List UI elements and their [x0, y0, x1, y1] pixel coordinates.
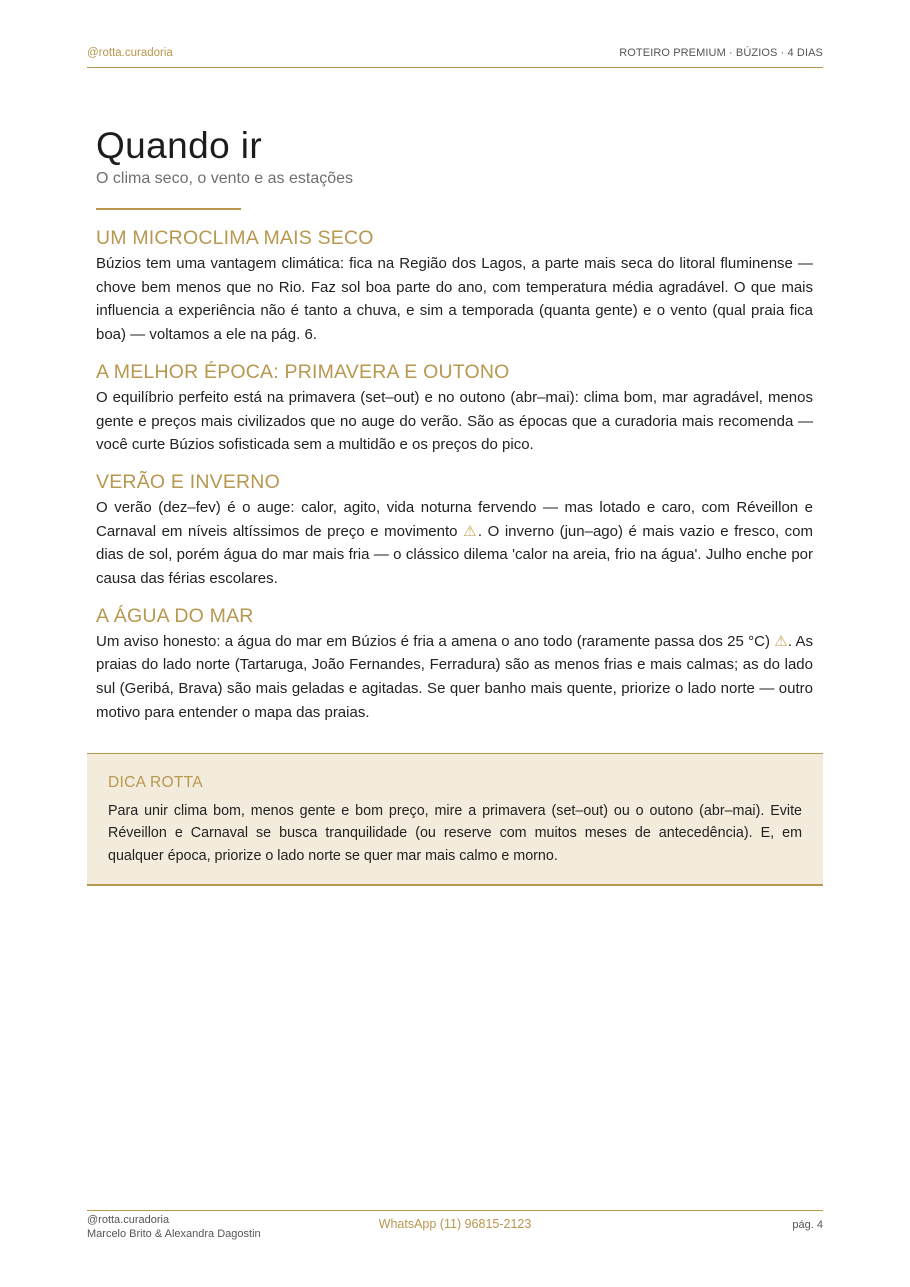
section-body-part: O verão (dez–fev) é o auge: calor, agito, vida noturna fervendo — mas lotado e caro, com Réveillon e Carnaval em níveis altíssimos de preço e movimento [96, 498, 813, 540]
tip-body: Para unir clima bom, menos gente e bom preço, mire a primavera (set–out) ou o outono (abr–mai). Evite Réveillon e Carnaval se busca tranquilidade (ou reserve com muitos meses de antecedência). E, em qualquer época, priorize o lado norte se quer mar mais calmo e morno. [108, 803, 802, 864]
section-microclimate [96, 225, 813, 347]
section-sea-water [96, 603, 813, 725]
page-number: pág. 4 [792, 1219, 823, 1231]
section-body-part: Um aviso honesto: a água do mar em Búzios é fria a amena o ano todo (raramente passa dos 25 °C) [96, 632, 775, 650]
section-heading: UM MICROCLIMA MAIS SECO [96, 227, 374, 249]
section-heading: VERÃO E INVERNO [96, 470, 280, 493]
running-header [87, 46, 823, 68]
tip-box [87, 753, 823, 886]
section-body: O equilíbrio perfeito está na primavera (set–out) e no outono (abr–mai): clima bom, mar agradável, menos gente e preços mais civilizados que no auge do verão. São as épocas que a curadoria mais recomenda — você curte Búzios sofisticada sem a multidão e os preços do pico. [96, 388, 813, 454]
section-body-part: . As praias do lado norte (Tartaruga, João Fernandes, Ferradura) são as menos frias e mais calmas; as do lado sul (Geribá, Brava) são mais geladas e agitadas. Se quer banho mais quente, priorize o lado norte — outro motivo para entender o mapa das praias. [96, 632, 814, 721]
footer-whatsapp-contact: WhatsApp (11) 96815-2123 [378, 1217, 532, 1231]
page-title: Quando ir [96, 125, 263, 166]
footer-handle: @rotta.curadoria [87, 1214, 170, 1226]
page-footer [87, 1210, 823, 1244]
header-document-label: ROTEIRO PREMIUM · BÚZIOS · 4 DIAS [619, 47, 823, 59]
section-body [96, 630, 813, 725]
section-body: Búzios tem uma vantagem climática: fica na Região dos Lagos, a parte mais seca do litoral fluminense — chove bem menos que no Rio. Faz sol boa parte do ano, com temperatura média agradável. O que mais influencia a experiência não é tanto a chuva, e sim a temporada (quanta gente) e o vento (qual praia fica boa) — voltamos a ele na pág. 6. [96, 255, 813, 344]
warning-icon: ⚠ [463, 522, 478, 540]
tip-title: DICA ROTTA [108, 774, 203, 791]
section-body-part: . O inverno (jun–ago) é mais vazio e fresco, com dias de sol, porém água do mar mais fria — o clássico dilema 'calor na areia, frio na água'. Julho enche por causa das férias escolares. [96, 522, 814, 588]
section-heading: A ÁGUA DO MAR [96, 604, 254, 627]
footer-authors: Marcelo Brito & Alexandra Dagostin [87, 1228, 261, 1240]
section-body [96, 496, 813, 591]
section-heading: A MELHOR ÉPOCA: PRIMAVERA E OUTONO [96, 360, 510, 383]
section-summer-winter [96, 469, 813, 591]
header-handle: @rotta.curadoria [87, 47, 173, 59]
title-divider [96, 208, 241, 210]
warning-icon: ⚠ [774, 632, 788, 650]
page-content [96, 122, 813, 725]
page-subtitle: O clima seco, o vento e as estações [96, 170, 354, 187]
section-best-season [96, 359, 813, 457]
